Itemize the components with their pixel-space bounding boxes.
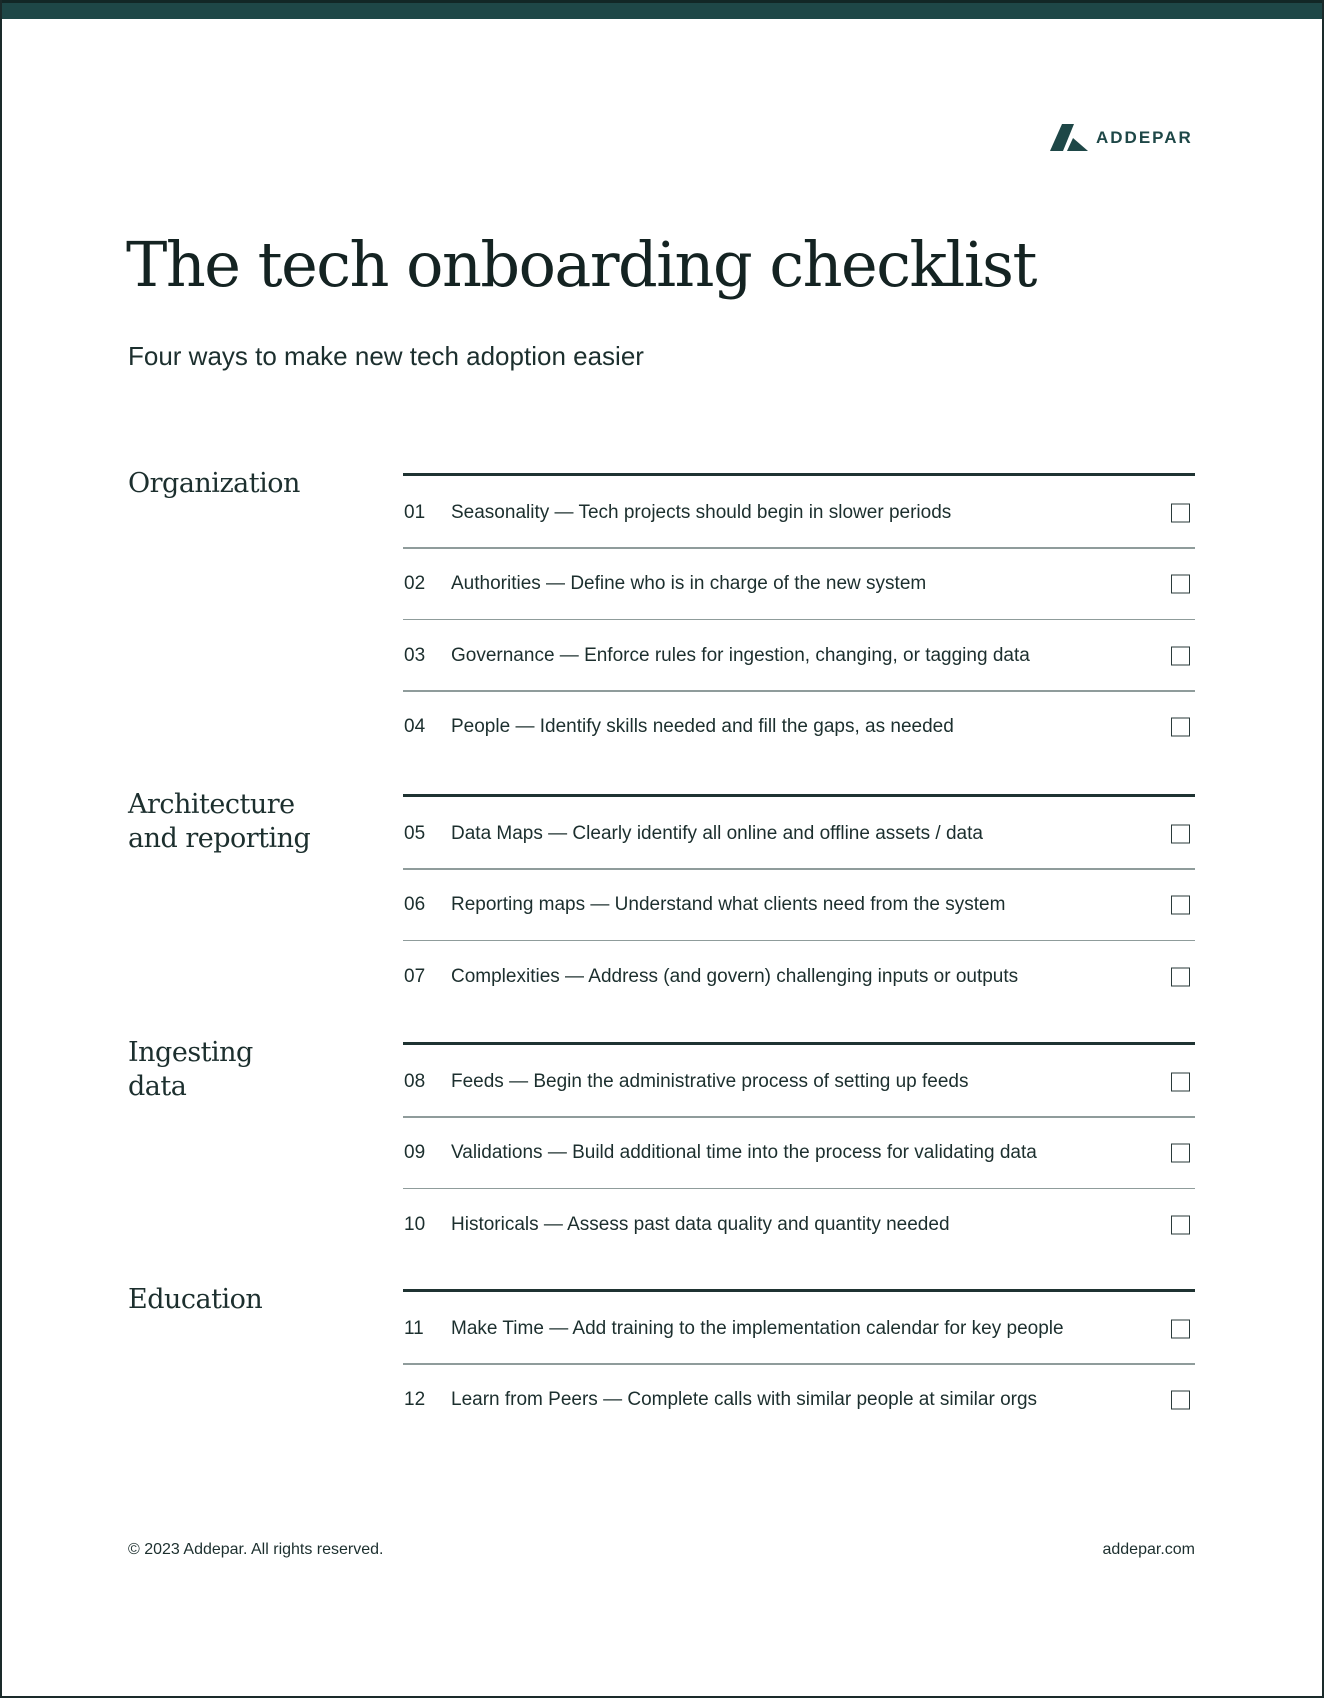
item-checkbox[interactable] — [1171, 967, 1190, 986]
item-number: 01 — [404, 501, 426, 523]
item-checkbox[interactable] — [1171, 1319, 1190, 1338]
item-checkbox[interactable] — [1171, 896, 1190, 915]
checklist-item — [403, 1365, 1195, 1437]
website-link[interactable]: addepar.com — [1102, 1541, 1195, 1558]
checklist-item — [403, 477, 1195, 549]
section-label: Ingesting data — [128, 1037, 253, 1102]
item-text: Feeds — Begin the administrative process of setting up feeds — [451, 1070, 969, 1092]
item-text: Complexities — Address (and govern) challenging inputs or outputs — [451, 965, 1019, 987]
section-divider — [403, 1042, 1195, 1045]
item-number: 09 — [404, 1142, 426, 1164]
item-checkbox[interactable] — [1171, 1391, 1190, 1410]
page-title: The tech onboarding checklist — [126, 228, 1036, 301]
item-text: Historicals — Assess past data quality and quantity needed — [451, 1213, 950, 1235]
item-number: 10 — [404, 1213, 426, 1235]
item-checkbox[interactable] — [1171, 1215, 1190, 1234]
item-text: Authorities — Define who is in charge of the new system — [451, 573, 927, 595]
checklist-item — [403, 798, 1195, 870]
item-text: Governance — Enforce rules for ingestion, changing, or tagging data — [451, 644, 1030, 666]
addepar-logo-icon — [1050, 124, 1088, 151]
item-number: 11 — [404, 1317, 424, 1339]
item-text: Seasonality — Tech projects should begin in slower periods — [451, 501, 952, 523]
item-text: Make Time — Add training to the implementation calendar for key people — [451, 1317, 1064, 1339]
section-divider — [403, 794, 1195, 797]
item-number: 02 — [404, 573, 426, 595]
item-number: 06 — [404, 894, 426, 916]
item-checkbox[interactable] — [1171, 575, 1190, 594]
item-number: 03 — [404, 644, 426, 666]
checklist-item — [403, 549, 1195, 621]
logo-text: ADDEPAR — [1096, 127, 1193, 147]
item-number: 05 — [404, 822, 426, 844]
checklist-item — [403, 1189, 1195, 1261]
item-number: 07 — [404, 965, 426, 987]
addepar-logo — [1050, 124, 1193, 151]
checklist-item — [403, 692, 1195, 764]
item-checkbox[interactable] — [1171, 824, 1190, 843]
page-subtitle: Four ways to make new tech adoption easier — [128, 341, 644, 371]
item-checkbox[interactable] — [1171, 718, 1190, 737]
section-label: Education — [128, 1284, 263, 1315]
section-divider — [403, 1289, 1195, 1292]
item-text: Validations — Build additional time into the process for validating data — [451, 1142, 1037, 1164]
checklist-item — [403, 941, 1195, 1013]
checklist-item — [403, 1293, 1195, 1365]
copyright: © 2023 Addepar. All rights reserved. — [128, 1541, 384, 1558]
item-number: 04 — [404, 716, 426, 738]
checklist-item — [403, 870, 1195, 942]
item-checkbox[interactable] — [1171, 503, 1190, 522]
section-divider — [403, 473, 1195, 476]
checklist-item — [403, 620, 1195, 692]
checklist-item — [403, 1118, 1195, 1190]
item-text: People — Identify skills needed and fill the gaps, as needed — [451, 716, 954, 738]
section-label: Organization — [128, 468, 300, 499]
item-text: Reporting maps — Understand what clients need from the system — [451, 894, 1006, 916]
top-bar — [0, 0, 1324, 19]
item-number: 08 — [404, 1070, 426, 1092]
section-label: Architecture and reporting — [128, 789, 311, 854]
checklist-item — [403, 1046, 1195, 1118]
item-number: 12 — [404, 1389, 426, 1411]
item-checkbox[interactable] — [1171, 1144, 1190, 1163]
item-checkbox[interactable] — [1171, 1072, 1190, 1091]
item-checkbox[interactable] — [1171, 646, 1190, 665]
item-text: Data Maps — Clearly identify all online and offline assets / data — [451, 822, 983, 844]
item-text: Learn from Peers — Complete calls with similar people at similar orgs — [451, 1389, 1038, 1411]
